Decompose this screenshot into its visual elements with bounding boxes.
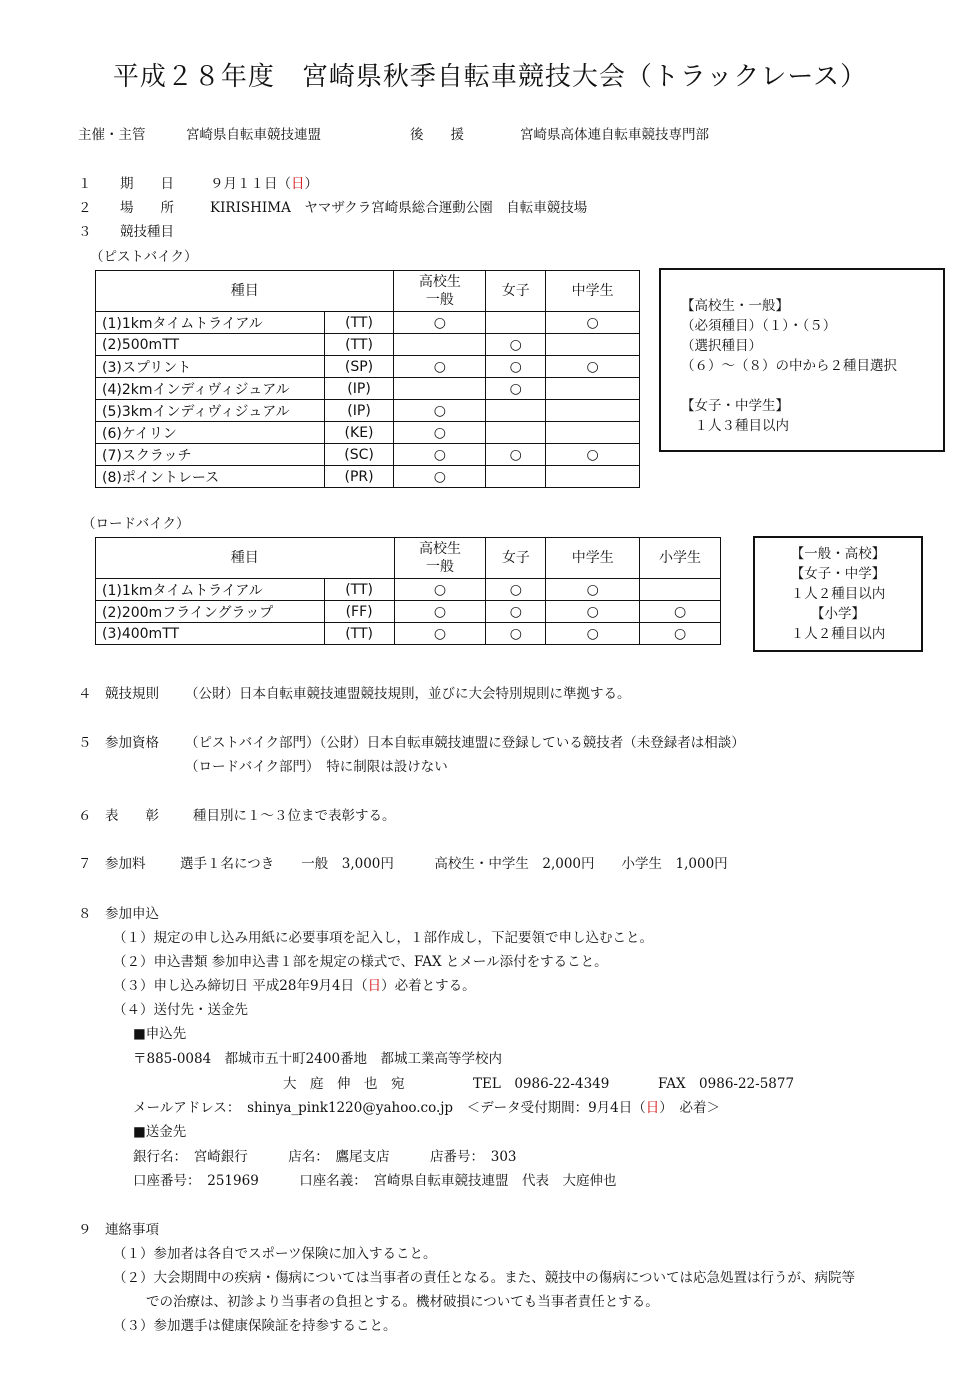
entry-mark-b: ○ <box>486 334 546 356</box>
apply-email: メールアドレス： shinya_pink1220@yahoo.co.jp ＜データ受付期間：9月4日（日） 必着＞ <box>133 1100 721 1116</box>
event-code: (TT) <box>324 334 394 356</box>
note-line: １人３種目以内 <box>681 418 789 434</box>
event-code: (IP) <box>324 378 394 400</box>
item7-num: ７ <box>78 856 92 872</box>
entry-mark-a: ○ <box>394 444 486 466</box>
apply-fax: FAX 0986-22-5877 <box>658 1076 795 1092</box>
entry-mark-a <box>394 334 486 356</box>
item2-num: ２ <box>78 200 92 216</box>
table-row <box>96 378 640 400</box>
event-name: (3)400mTT <box>96 623 325 645</box>
entry-mark-b <box>486 400 546 422</box>
item7-value: 選手１名につき 一般 3,000円 高校生・中学生 2,000円 小学生 1,000円 <box>180 856 728 872</box>
table-row <box>96 334 640 356</box>
entry-mark-a: ○ <box>394 312 486 334</box>
table-row <box>96 601 721 623</box>
table-row <box>96 623 721 645</box>
entry-mark-a: ○ <box>394 623 486 645</box>
entry-mark-b: ○ <box>486 356 546 378</box>
road-header-row <box>96 538 721 579</box>
bank-info: 銀行名： 宮崎銀行 店名： 鷹尾支店 店番号： 303 <box>133 1149 517 1165</box>
item7-label: 参加料 <box>105 856 146 872</box>
table-row <box>96 579 721 601</box>
item8-num: ８ <box>78 906 92 922</box>
item5-num: ５ <box>78 735 92 751</box>
item5-line1: （ピストバイク部門）（公財）日本自転車競技連盟に登録している競技者（未登録者は相談） <box>185 735 745 751</box>
pist-table <box>95 270 640 488</box>
event-name: (1)1kmタイムトライアル <box>96 312 325 334</box>
note-line: （６）～（８）の中から２種目選択 <box>681 358 897 374</box>
entry-mark-a: ○ <box>394 422 486 444</box>
entry-mark-d: ○ <box>640 623 721 645</box>
entry-mark-d <box>640 579 721 601</box>
note-line: （必須種目）（１）・（５） <box>681 318 837 334</box>
entry-mark-d: ○ <box>640 601 721 623</box>
item1-day: 日 <box>291 176 305 192</box>
entry-mark-c <box>546 466 640 488</box>
entry-mark-a: ○ <box>394 400 486 422</box>
entry-mark-c: ○ <box>546 312 640 334</box>
item8-sub4: （４）送付先・送金先 <box>113 1002 248 1018</box>
note-line: 【女子・中学生】 <box>681 398 789 414</box>
table-row <box>96 444 640 466</box>
organizer-value: 宮崎県自転車競技連盟 <box>186 127 321 143</box>
note-line: （選択種目） <box>681 338 762 354</box>
road-header-high: 高校生 一般 <box>394 538 486 579</box>
support-label: 後 援 <box>410 127 464 143</box>
pist-header-high: 高校生 一般 <box>394 271 486 312</box>
table-row <box>96 422 640 444</box>
entry-mark-b <box>486 466 546 488</box>
note-line: 【高校生・一般】 <box>681 298 789 314</box>
item8-sub3: （３）申し込み締切日 平成28年9月4日（日）必着とする。 <box>113 978 476 994</box>
item6-num: ６ <box>78 808 92 824</box>
support-value: 宮崎県高体連自転車競技専門部 <box>520 127 709 143</box>
pist-header-junior: 中学生 <box>546 271 640 312</box>
deadline-day: 日 <box>367 978 382 994</box>
entry-mark-c <box>546 400 640 422</box>
item9-note1: （１）参加者は各自でスポーツ保険に加入すること。 <box>113 1246 437 1262</box>
entry-mark-a: ○ <box>394 356 486 378</box>
item1-label: 期 日 <box>120 176 174 192</box>
item3-label: 競技種目 <box>120 224 174 240</box>
entry-mark-b: ○ <box>486 444 546 466</box>
item4-value: （公財）日本自転車競技連盟競技規則，並びに大会特別規則に準拠する。 <box>185 686 631 702</box>
item8-sub1: （１）規定の申し込み用紙に必要事項を記入し，１部作成し，下記要領で申し込むこと。 <box>113 930 653 946</box>
entry-mark-a <box>394 378 486 400</box>
entry-mark-a: ○ <box>394 601 486 623</box>
note-line: 【女子・中学】 <box>790 566 886 582</box>
item6-label: 表 彰 <box>105 808 159 824</box>
pist-header-row <box>96 271 640 312</box>
note-line <box>681 376 943 396</box>
item4-label: 競技規則 <box>105 686 159 702</box>
item6-value: 種目別に１～３位まで表彰する。 <box>193 808 396 824</box>
event-code: (FF) <box>324 601 394 623</box>
entry-mark-c <box>546 378 640 400</box>
event-name: (2)200mフライングラップ <box>96 601 325 623</box>
road-section-label: （ロードバイク） <box>82 516 190 532</box>
note-line: １人２種目以内 <box>790 626 886 642</box>
table-row <box>96 356 640 378</box>
event-name: (4)2kmインディヴィジュアル <box>96 378 325 400</box>
entry-mark-b: ○ <box>486 378 546 400</box>
item9-num: ９ <box>78 1222 92 1238</box>
bank-heading: ■送金先 <box>133 1124 187 1140</box>
apply-name: 大 庭 伸 也 宛 <box>283 1076 405 1092</box>
entry-mark-c: ○ <box>546 601 640 623</box>
entry-mark-b <box>486 422 546 444</box>
event-name: (2)500mTT <box>96 334 325 356</box>
item9-note3: （３）参加選手は健康保険証を持参すること。 <box>113 1318 397 1334</box>
note-line: 【一般・高校】 <box>790 546 886 562</box>
item9-label: 連絡事項 <box>105 1222 159 1238</box>
item8-label: 参加申込 <box>105 906 159 922</box>
entry-mark-c: ○ <box>546 623 640 645</box>
event-name: (6)ケイリン <box>96 422 325 444</box>
event-name: (8)ポイントレース <box>96 466 325 488</box>
event-name: (7)スクラッチ <box>96 444 325 466</box>
pist-section-label: （ピストバイク） <box>90 249 198 265</box>
mail-day: 日 <box>645 1100 660 1116</box>
table-row <box>96 312 640 334</box>
table-row <box>96 400 640 422</box>
entry-mark-c: ○ <box>546 444 640 466</box>
entry-mark-c: ○ <box>546 356 640 378</box>
event-code: (TT) <box>324 579 394 601</box>
road-header-junior: 中学生 <box>546 538 640 579</box>
apply-tel: TEL 0986-22-4349 <box>473 1076 610 1092</box>
road-header-elementary: 小学生 <box>640 538 721 579</box>
item5-label: 参加資格 <box>105 735 159 751</box>
account-info: 口座番号： 251969 口座名義： 宮崎県自転車競技連盟 代表 大庭伸也 <box>133 1173 617 1189</box>
apply-heading: ■申込先 <box>133 1026 187 1042</box>
entry-mark-b: ○ <box>486 623 546 645</box>
entry-mark-b: ○ <box>486 601 546 623</box>
event-code: (IP) <box>324 400 394 422</box>
apply-address: 〒885-0084 都城市五十町2400番地 都城工業高等学校内 <box>133 1051 503 1067</box>
page-title: 平成２８年度 宮崎県秋季自転車競技大会（トラックレース） <box>112 62 868 92</box>
entry-mark-c <box>546 334 640 356</box>
note-line: 【小学】 <box>811 606 865 622</box>
entry-mark-c <box>546 422 640 444</box>
item4-num: ４ <box>78 686 92 702</box>
note-line: １人２種目以内 <box>790 586 886 602</box>
pist-header-event: 種目 <box>96 271 394 312</box>
event-code: (TT) <box>324 312 394 334</box>
item2-value: KIRISHIMA ヤマザクラ宮崎県総合運動公園 自転車競技場 <box>210 200 588 216</box>
item3-num: ３ <box>78 224 92 240</box>
event-name: (1)1kmタイムトライアル <box>96 579 325 601</box>
entry-mark-a: ○ <box>394 466 486 488</box>
road-header-event: 種目 <box>96 538 395 579</box>
event-code: (PR) <box>324 466 394 488</box>
item9-note2b: での治療は、初診より当事者の負担とする。機材破損についても当事者責任とする。 <box>146 1294 659 1310</box>
road-note-box <box>753 536 923 652</box>
item5-line2: （ロードバイク部門） 特に制限は設けない <box>185 759 448 775</box>
item1-value: ９月１１日（日） <box>210 176 318 192</box>
organizer-label: 主催・主管 <box>78 127 146 143</box>
entry-mark-b: ○ <box>486 579 546 601</box>
event-name: (3)スプリント <box>96 356 325 378</box>
road-table <box>95 537 721 645</box>
item1-num: １ <box>78 176 92 192</box>
event-name: (5)3kmインディヴィジュアル <box>96 400 325 422</box>
event-code: (KE) <box>324 422 394 444</box>
entry-mark-a: ○ <box>394 579 486 601</box>
entry-mark-b <box>486 312 546 334</box>
pist-note-box <box>659 268 945 452</box>
entry-mark-c: ○ <box>546 579 640 601</box>
table-row <box>96 466 640 488</box>
event-code: (TT) <box>324 623 394 645</box>
event-code: (SP) <box>324 356 394 378</box>
event-code: (SC) <box>324 444 394 466</box>
item2-label: 場 所 <box>120 200 174 216</box>
item9-note2a: （２）大会期間中の疾病・傷病については当事者の責任となる。また、競技中の傷病については応急処置は行うが、病院等 <box>113 1270 855 1286</box>
road-header-women: 女子 <box>486 538 546 579</box>
pist-header-women: 女子 <box>486 271 546 312</box>
item8-sub2: （２）申込書類 参加申込書１部を規定の様式で、FAX とメール添付をすること。 <box>113 954 608 970</box>
